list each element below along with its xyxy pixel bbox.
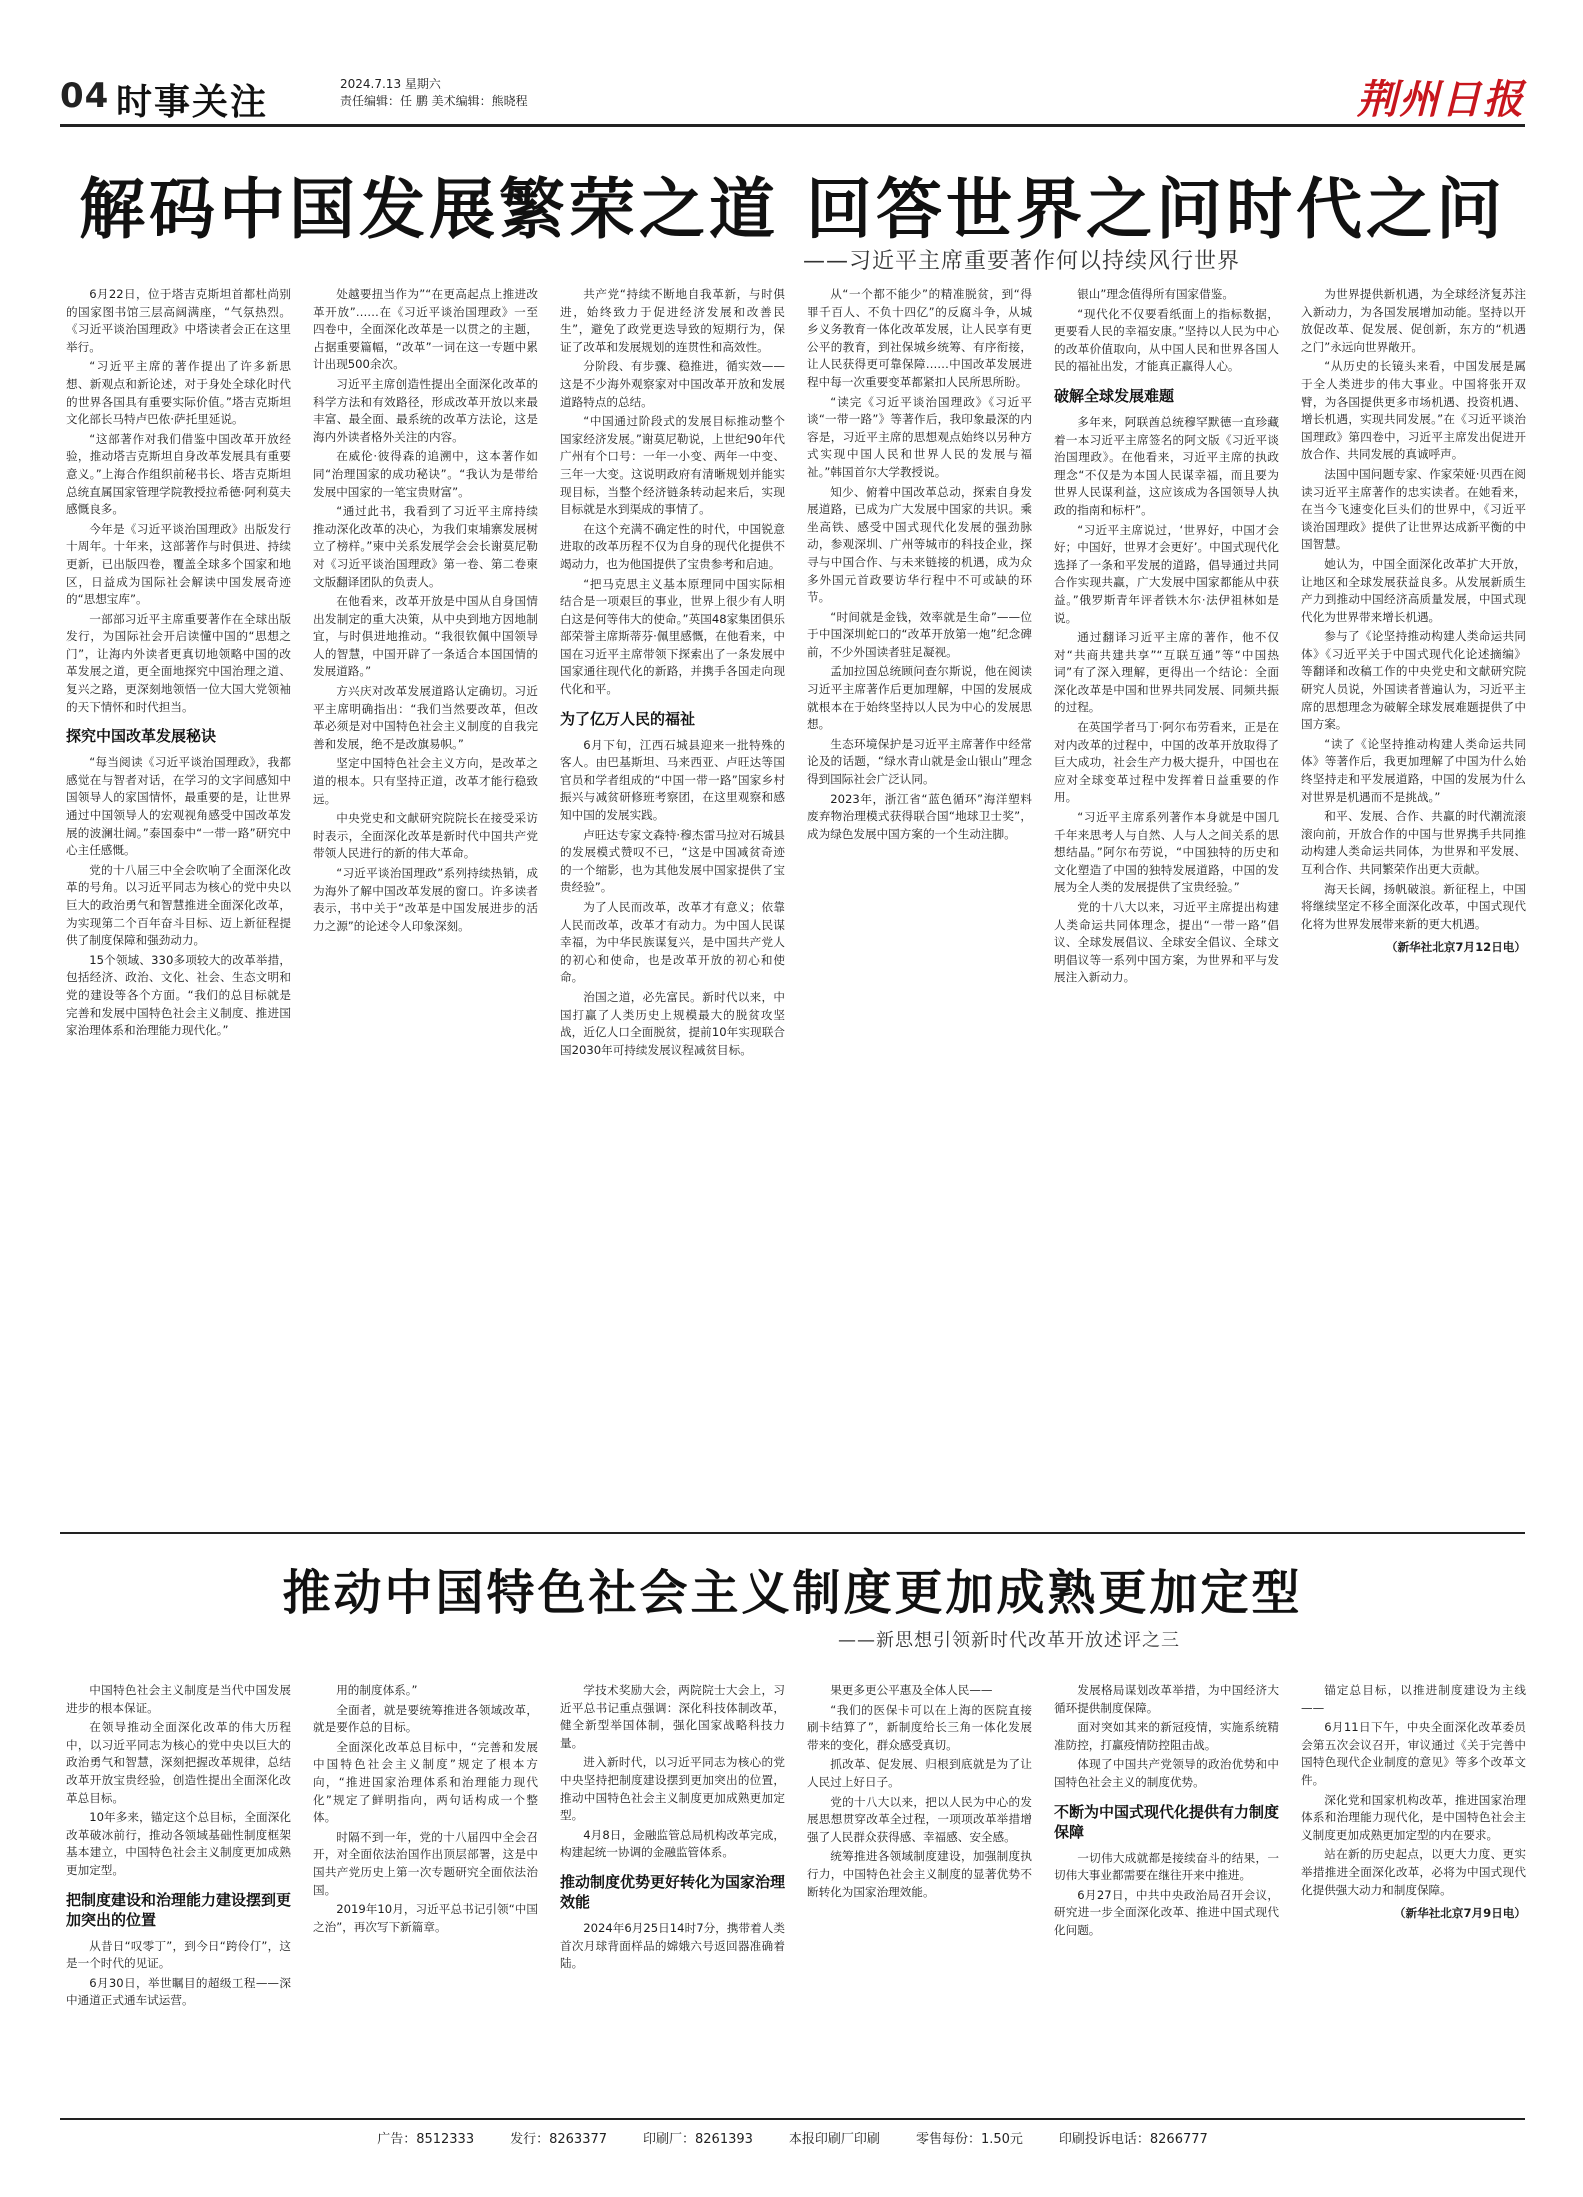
paragraph: 在他看来，改革开放是中国从自身国情出发制定的重大决策，从中央到地方因地制宜，与时俱进地推动。“我很钦佩中国领导人的智慧，中国开辟了一条适合本国国情的发展道路。”: [313, 594, 538, 679]
article2-column: [807, 1682, 1032, 2080]
paragraph: 6月27日，中共中央政治局召开会议，研究进一步全面深化改革、推进中国式现代化问题。: [1054, 1887, 1279, 1937]
paragraph: 法国中国问题专家、作家荣娅·贝西在阅读习近平主席著作的忠实读者。在她看来，在当今飞速变化巨头们的世界中，《习近平谈治国理政》提供了让世界达成新平衡的中国智慧。: [1301, 466, 1526, 552]
paragraph: 共产党“持续不断地自我革新，与时俱进，始终致力于促进经济发展和改善民生”，避免了政党更迭导致的短期行为，保证了改革和发展规划的连贯性和高效性。: [560, 287, 785, 354]
article1-subhead: ——习近平主席重要著作何以持续风行世界: [802, 249, 1240, 274]
article2-column: [313, 1682, 538, 2080]
article1-column: [807, 286, 1032, 1508]
paragraph: 知少、俯着中国改革总动，探索自身发展道路，已成为广大发展中国家的共识。乘坐高铁、感受中国式现代化发展的强劲脉动，参观深圳、广州等城市的科技企业，探寻与中国合作、与未来链接的机遇，成为众多外国元首政要访华行程中不可或缺的环节。: [807, 484, 1032, 605]
paragraph: 一切伟大成就都是接续奋斗的结果，一切伟大事业都需要在继往开来中推进。: [1054, 1850, 1279, 1883]
paragraph: 参与了《论坚持推动构建人类命运共同体》《习近平关于中国式现代化论述摘编》等翻译和改稿工作的中央党史和文献研究院研究人员说，外国读者普遍认为，习近平主席的思想理念为破解全球发展难题提供了中国方案。: [1301, 629, 1526, 732]
editors-credit: 责任编辑：任 鹏 美术编辑：熊晓程: [340, 94, 528, 108]
paragraph: 党的十八大以来，把以人民为中心的发展思想贯穿改革全过程，一项项改革举措增强了人民群众获得感、幸福感、安全感。: [807, 1794, 1032, 1844]
paragraph: 她认为，中国全面深化改革扩大开放，让地区和全球发展获益良多。从发展新质生产力到推动中国经济高质量发展，中国式现代化为世界带来增长机遇。: [1301, 556, 1526, 624]
paragraph: 10年多来，锚定这个总目标，全面深化改革破冰前行，推动各领域基础性制度框架基本建立，中国特色社会主义制度更加成熟更加定型。: [66, 1810, 291, 1877]
paragraph: “习近平主席系列著作本身就是中国几千年来思考人与自然、人与人之间关系的思想结晶。”阿尔布劳说，“中国独特的历史和文化塑造了中国的独特发展道路，中国的发展为全人类的发展提供了宝贵经验。”: [1054, 810, 1279, 895]
paragraph: “读了《论坚持推动构建人类命运共同体》等著作后，我更加理解了中国为什么始终坚持走和平发展道路，中国的发展为什么对世界是机遇而不是挑战。”: [1301, 736, 1526, 804]
paragraph: 和平、发展、合作、共赢的时代潮流滚滚向前，开放合作的中国与世界携手共同推动构建人类命运共同体，为世界和平发展、互利合作、共同繁荣作出更大贡献。: [1301, 809, 1526, 876]
paragraph: 4月8日，金融监管总局机构改革完成，构建起统一协调的金融监管体系。: [560, 1827, 785, 1860]
article2-body: [66, 1682, 1526, 2080]
paragraph: 在这个充满不确定性的时代，中国锐意进取的改革历程不仅为自身的现代化提供不竭动力，也为他国提供了宝贵参考和启迪。: [560, 521, 785, 571]
dateline-credit: （新华社北京7月12日电）: [1385, 940, 1526, 955]
paragraph: 多年来，阿联酋总统穆罕默德一直珍藏着一本习近平主席签名的阿文版《习近平谈治国理政》。在他看来，习近平主席的执政理念“不仅是为本国人民谋幸福，而且要为世界人民谋利益，这应该成为各国领导人执政的指南和标杆”。: [1054, 414, 1279, 517]
section-heading: 探究中国改革发展秘诀: [66, 727, 217, 746]
paragraph: 6月11日下午，中央全面深化改革委员会第五次会议召开，审议通过《关于完善中国特色现代企业制度的意见》等多个改革文件。: [1301, 1720, 1526, 1787]
paragraph: 时隔不到一年，党的十八届四中全会召开，对全面依法治国作出顶层部署，这是中国共产党历史上第一次专题研究全面依法治国。: [313, 1829, 538, 1897]
paragraph: 全面者，就是要统筹推进各领域改革，就是要作总的目标。: [313, 1702, 538, 1735]
paragraph: “中国通过阶段式的发展目标推动整个国家经济发展。”谢莫尼勒说，上世纪90年代广州有个口号：一年一小变、两年一中变、三年一大变。这说明政府有清晰规划并能实现目标，当整个经济链条转动起来后，实现目标就是水到渠成的事情了。: [560, 414, 785, 517]
paragraph: 今年是《习近平谈治国理政》出版发行十周年。十年来，这部著作与时俱进、持续更新，已出版四卷，覆盖全球多个国家和地区，日益成为国际社会解读中国发展奇迹的“思想宝库”。: [66, 521, 291, 607]
article1-body: [66, 286, 1526, 1508]
footer-printing-phone: 印刷厂：8261393: [643, 2132, 753, 2147]
paragraph: 银山”理念值得所有国家借鉴。: [1077, 287, 1234, 301]
paragraph: 2019年10月，习近平总书记引领“中国之治”，再次写下新篇章。: [313, 1902, 538, 1934]
paragraph: 海天长阔，扬帆破浪。新征程上，中国将继续坚定不移全面深化改革，中国式现代化将为世界发展带来新的更大机遇。: [1301, 881, 1526, 931]
paragraph: 发展格局谋划改革举措，为中国经济大循环提供制度保障。: [1054, 1683, 1279, 1715]
paragraph: 体现了中国共产党领导的政治优势和中国特色社会主义的制度优势。: [1054, 1757, 1279, 1789]
footer-printer: 本报印刷厂印刷: [788, 2132, 880, 2147]
paragraph: “每当阅读《习近平谈治国理政》，我都感觉在与智者对话，在学习的文字间感知中国领导人的家国情怀，最重要的是，让世界通过中国领导人的宏观视角感受中国改革发展的波澜壮阔。”泰国泰中“一带一路”研究中心主任感慨。: [66, 755, 291, 858]
paragraph: 学技术奖励大会，两院院士大会上，习近平总书记重点强调：深化科技体制改革，健全新型举国体制，强化国家战略科技力量。: [560, 1683, 785, 1750]
footer-ad-phone: 广告：8512333: [377, 2132, 475, 2147]
paragraph: 习近平主席创造性提出全面深化改革的科学方法和有效路径，形成改革开放以来最丰富、最全面、最系统的改革方法论，这是海内外读者格外关注的内容。: [313, 376, 538, 444]
paragraph: 处越要扭当作为”“在更高起点上推进改革开放”……在《习近平谈治国理政》一至四卷中，全面深化改革是一以贯之的主题，占据重要篇幅，“改革”一词在这一专题中累计出现500余次。: [313, 287, 538, 372]
paragraph: 治国之道，必先富民。新时代以来，中国打赢了人类历史上规模最大的脱贫攻坚战，近亿人口全面脱贫，提前10年实现联合国2030年可持续发展议程减贫目标。: [560, 989, 785, 1057]
paragraph: 为世界提供新机遇，为全球经济复苏注入新动力，为各国发展增加动能。坚持以开放促改革、促发展、促创新，东方的“机遇之门”永远向世界敞开。: [1301, 287, 1526, 354]
footer-distribution-phone: 发行：8263377: [510, 2132, 608, 2147]
paragraph: 15个领域、330多项较大的改革举措，包括经济、政治、文化、社会、生态文明和党的建设等各个方面。“我们的总目标就是完善和发展中国特色社会主义制度、推进国家治理体系和治理能力现代化。”: [66, 952, 291, 1038]
paragraph: 在领导推动全面深化改革的伟大历程中，以习近平同志为核心的党中央以巨大的政治勇气和智慧，深刻把握改革规律，总结改革开放宝贵经验，创造性提出全面深化改革总目标。: [66, 1720, 291, 1805]
issue-date: 2024.7.13 星期六: [340, 77, 441, 91]
dateline-credit: （新华社北京7月9日电）: [1393, 1906, 1526, 1921]
paragraph: 面对突如其来的新冠疫情，实施系统精准防控，打赢疫情防控阻击战。: [1054, 1720, 1279, 1752]
paragraph: 用的制度体系。”: [336, 1683, 418, 1697]
paragraph: “现代化不仅要看纸面上的指标数据，更要看人民的幸福安康。”坚持以人民为中心的改革价值取向，从中国人民和世界各国人民的福祉出发，才能真正赢得人心。: [1054, 306, 1279, 374]
paragraph: 统筹推进各领域制度建设，加强制度执行力，中国特色社会主义制度的显著优势不断转化为国家治理效能。: [807, 1849, 1032, 1899]
page-number: 04: [60, 76, 110, 116]
paragraph: “从历史的长镜头来看，中国发展是属于全人类进步的伟大事业。中国将张开双臂，为各国提供更多市场机遇、投资机遇、增长机遇，实现共同发展。”在《习近平谈治国理政》第四卷中，习近平主席发出促进开放合作、共同发展的真诚呼声。: [1301, 359, 1526, 462]
paragraph: 孟加拉国总统顾问查尔斯说，他在阅读习近平主席著作后更加理解，中国的发展成就根本在于始终坚持以人民为中心的发展思想。: [807, 664, 1032, 732]
newspaper-masthead-logo: 荆州日报: [1357, 76, 1525, 123]
paragraph: “读完《习近平谈治国理政》《习近平谈“一带一路”》等著作后，我印象最深的内容是，习近平主席的思想观点始终以另种方式实现中国人民和世界人民的发展与福祉。”韩国首尔大学教授说。: [807, 394, 1032, 479]
page-header: [60, 62, 1525, 127]
page-footer: [60, 2118, 1525, 2158]
header-meta: [340, 76, 528, 110]
section-heading: 把制度建设和治理能力建设摆到更加突出的位置: [66, 1890, 291, 1929]
paragraph: 全面深化改革总目标中，“完善和发展中国特色社会主义制度”规定了根本方向，“推进国家治理体系和治理能力现代化”规定了鲜明指向，两句话构成一个整体。: [313, 1739, 538, 1825]
paragraph: 进入新时代，以习近平同志为核心的党中央坚持把制度建设摆到更加突出的位置，推动中国特色社会主义制度更加成熟更加定型。: [560, 1755, 785, 1823]
paragraph: 为了人民而改革，改革才有意义；依靠人民而改革，改革才有动力。为中国人民谋幸福，为中华民族谋复兴，是中国共产党人的初心和使命，也是改革开放的初心和使命。: [560, 900, 785, 985]
article2-subhead: ——新思想引领新时代改革开放述评之三: [838, 1630, 1180, 1651]
paragraph: 抓改革、促发展、归根到底就是为了让人民过上好日子。: [807, 1757, 1032, 1789]
paragraph: 一部部习近平主席重要著作在全球出版发行，为国际社会开启读懂中国的“思想之门”，让海内外读者更真切地领略中国的改革发展之道，更全面地探究中国治理之道、复兴之路，更深刻地领悟一位大国大党领袖的天下情怀和时代担当。: [66, 611, 291, 714]
paragraph: 从昔日“叹零丁”，到今日“跨伶仃”，这是一个时代的见证。: [66, 1938, 291, 1971]
paragraph: 站在新的历史起点，以更大力度、更实举措推进全面深化改革，必将为中国式现代化提供强大动力和制度保障。: [1301, 1847, 1526, 1897]
paragraph: 党的十八届三中全会吹响了全面深化改革的号角。以习近平同志为核心的党中央以巨大的政治勇气和智慧推进全面深化改革，为实现第二个百年奋斗目标、迈上新征程提供了制度保障和强劲动力。: [66, 862, 291, 948]
article1-headline: 解码中国发展繁荣之道 回答世界之问时代之问: [79, 171, 1506, 248]
article2-column: [1054, 1682, 1279, 2080]
article2-headline: 推动中国特色社会主义制度更加成熟更加定型: [282, 1565, 1303, 1621]
section-heading: 不断为中国式现代化提供有力制度保障: [1054, 1802, 1279, 1841]
paragraph: 卢旺达专家文森特·穆杰雷马拉对石城县的发展模式赞叹不已，“这是中国减贫奇迹的一个缩影，也为其他发展中国家提供了宝贵经验”。: [560, 827, 785, 895]
paragraph: “这部著作对我们借鉴中国改革开放经验，推动塔吉克斯坦自身改革发展具有重要意义。”上海合作组织前秘书长、塔吉克斯坦总统直属国家管理学院教授拉希德·阿利莫夫感慨良多。: [66, 431, 291, 517]
paragraph: “把马克思主义基本原理同中国实际相结合是一项艰巨的事业，世界上很少有人明白这是何等伟大的使命。”英国48家集团俱乐部荣誉主席斯蒂芬·佩里感慨，在他看来，中国在习近平主席带领下探索出了一条发展中国家通往现代化的新路，并携手各国走向现代化和平。: [560, 576, 785, 697]
paragraph: 6月30日，举世瞩目的超级工程——深中通道正式通车试运营。: [66, 1975, 291, 2008]
paragraph: “通过此书，我看到了习近平主席持续推动深化改革的决心，为我们束埔寨发展树立了榜样。”柬中关系发展学会会长谢莫尼勒对《习近平谈治国理政》第一卷、第二卷柬文版翻译团队的负责人。: [313, 504, 538, 589]
paragraph: “我们的医保卡可以在上海的医院直接刷卡结算了”，新制度给长三角一体化发展带来的变化，群众感受真切。: [807, 1702, 1032, 1752]
section-heading: 推动制度优势更好转化为国家治理效能: [560, 1872, 785, 1911]
paragraph: 在威伦·彼得森的追溯中，这本著作如同“治理国家的成功秘诀”。“我认为是带给发展中国家的一笔宝贵财富”。: [313, 449, 538, 499]
paragraph: 党的十八大以来，习近平主席提出构建人类命运共同体理念，提出“一带一路”倡议、全球发展倡议、全球安全倡议、全球文明倡议等一系列中国方案，为世界和平与发展注入新动力。: [1054, 900, 1279, 985]
paragraph: 中国特色社会主义制度是当代中国发展进步的根本保证。: [66, 1683, 291, 1715]
article2-column: [66, 1682, 291, 2080]
article2-column: [560, 1682, 785, 2080]
paragraph: 2023年，浙江省“蓝色循环”海洋塑料废弃物治理模式获得联合国“地球卫士奖”，成为绿色发展中国方案的一个生动注脚。: [807, 791, 1032, 841]
footer-price: 零售每份：1.50元: [915, 2132, 1023, 2147]
paragraph: 在英国学者马丁·阿尔布劳看来，正是在对内改革的过程中，中国的改革开放取得了巨大成功，社会生产力极大提升，中国也在应对全球变革过程中发挥着日益重要的作用。: [1054, 720, 1279, 805]
paragraph: 坚定中国特色社会主义方向，是改革之道的根本。只有坚持正道，改革才能行稳致远。: [313, 756, 538, 806]
article1-column: [313, 286, 538, 1508]
article1-column: [66, 286, 291, 1508]
paragraph: 果更多更公平惠及全体人民——: [830, 1683, 993, 1697]
paragraph: “习近平主席说过，‘世界好，中国才会好；中国好，世界才会更好’。中国式现代化选择了一条和平发展的道路，倡导通过共同合作实现共赢，广大发展中国家都能从中获益。”俄罗斯青年评者铁木尔·法伊祖林如是说。: [1054, 522, 1279, 625]
section-title: 时事关注: [116, 82, 269, 123]
article1-column: [1301, 286, 1526, 1508]
section-heading: 为了亿万人民的福祉: [560, 709, 696, 728]
footer-complaint-phone: 印刷投诉电话：8266777: [1058, 2132, 1208, 2147]
paragraph: 2024年6月25日14时7分，携带着人类首次月球背面样品的嫦娥六号返回器准确着陆。: [560, 1920, 785, 1971]
paragraph: 深化党和国家机构改革，推进国家治理体系和治理能力现代化，是中国特色社会主义制度更加成熟更加定型的内在要求。: [1301, 1792, 1526, 1842]
paragraph: 生态环境保护是习近平主席著作中经常论及的话题，“绿水青山就是金山银山”理念得到国际社会广泛认同。: [807, 736, 1032, 787]
article1-column: [1054, 286, 1279, 1508]
paragraph: 锚定总目标，以推进制度建设为主线——: [1301, 1683, 1526, 1715]
article2-column: [1301, 1682, 1526, 2080]
paragraph: “时间就是金钱，效率就是生命”——位于中国深圳蛇口的“改革开放第一炮”纪念碑前，不少外国读者驻足凝视。: [807, 609, 1032, 659]
paragraph: 从“一个都不能少”的精准脱贫，到“得罪千百人、不负十四亿”的反腐斗争，从城乡义务教育一体化改革发展，让人民享有更公平的教育，到社保城乡统筹、有序衔接，让人民获得更可靠保障……中国改革发展进程中每一次重要变革都紧扣人民所思所盼。: [807, 287, 1032, 389]
paragraph: “习近平谈治国理政”系列持续热销，成为海外了解中国改革发展的窗口。许多读者表示，书中关于“改革是中国发展进步的活力之源”的论述令人印象深刻。: [313, 866, 538, 933]
paragraph: 分阶段、有步骤、稳推进，循实效——这是不少海外观察家对中国改革开放和发展道路特点的总结。: [560, 359, 785, 409]
section-heading: 破解全球发展难题: [1054, 386, 1175, 405]
article-divider: [60, 1532, 1525, 1534]
paragraph: 方兴庆对改革发展道路认定确切。习近平主席明确指出：“我们当然要改革，但改革必须是对中国特色社会主义制度的自我完善和发展，绝不是改旗易帜。”: [313, 684, 538, 751]
paragraph: 6月下旬，江西石城县迎来一批特殊的客人。由巴基斯坦、马来西亚、卢旺达等国官员和学者组成的“中国一带一路”国家乡村振兴与减贫研修班考察团，在这里观察和感知中国的发展实践。: [560, 737, 785, 823]
paragraph: “习近平主席的著作提出了许多新思想、新观点和新论述，对于身处全球化时代的世界各国具有重要实际价值。”塔吉克斯坦文化部长马特卢巴侬·萨托里延说。: [66, 359, 291, 427]
paragraph: 中央党史和文献研究院院长在接受采访时表示，全面深化改革是新时代中国共产党带领人民进行的新的伟大革命。: [313, 811, 538, 861]
article1-column: [560, 286, 785, 1508]
paragraph: 6月22日，位于塔吉克斯坦首都杜尚别的国家图书馆三层高阔满座，“气氛热烈。《习近平谈治国理政》中塔读者会正在这里举行。: [66, 287, 291, 354]
paragraph: 通过翻译习近平主席的著作，他不仅对“共商共建共享”“互联互通”等“中国热词”有了深入理解，更得出一个结论：全面深化改革是中国和世界共同发展、同频共振的过程。: [1054, 630, 1279, 715]
